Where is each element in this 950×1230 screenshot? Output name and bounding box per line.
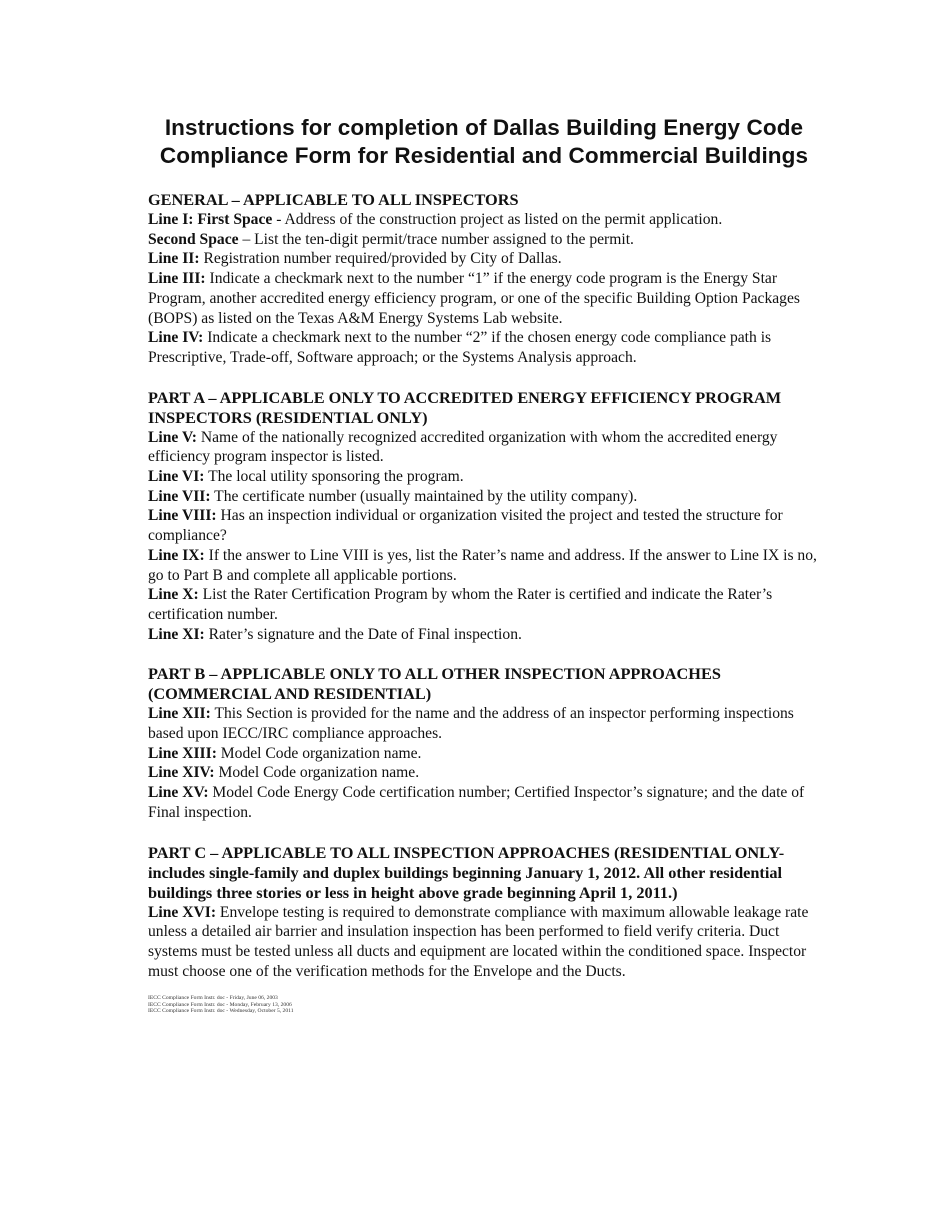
instruction-line [148, 783, 824, 822]
instruction-line [148, 546, 824, 585]
line-label: Line I: First Space [148, 211, 273, 228]
instruction-line [148, 744, 824, 764]
line-label: Second Space [148, 230, 239, 248]
document-title: Instructions for completion of Dallas Building Energy Code Compliance Form for Residential and Commercial Buildings [159, 115, 809, 168]
line-label: Line IV: [148, 329, 204, 347]
section-part-b [148, 664, 824, 822]
instruction-line [148, 328, 824, 367]
line-text: Name of the nationally recognized accredited organization with whom the accredited energy efficiency program inspector is listed. [148, 428, 778, 466]
instruction-line [148, 625, 824, 645]
line-label: Line XI: [148, 625, 205, 643]
instruction-line [148, 487, 824, 507]
instruction-line [148, 428, 824, 467]
line-text: If the answer to Line VIII is yes, list the Rater’s name and address. If the answer to Line IX is no, go to Part B and complete all applicable portions. [148, 546, 817, 584]
section-heading: PART A – APPLICABLE ONLY TO ACCREDITED ENERGY EFFICIENCY PROGRAM INSPECTORS (RESIDENTIAL ONLY) [148, 387, 782, 427]
section-part-c [148, 843, 824, 982]
line-label: Line VII: [148, 487, 211, 505]
line-text: The certificate number (usually maintained by the utility company). [210, 487, 638, 505]
section-heading: PART B – APPLICABLE ONLY TO ALL OTHER INSPECTION APPROACHES (COMMERCIAL AND RESIDENTIAL) [148, 664, 721, 704]
instruction-line [148, 249, 824, 269]
line-text: The local utility sponsoring the program. [204, 468, 464, 486]
line-text: List the Rater Certification Program by whom the Rater is certified and indicate the Rater’s certification number. [148, 586, 773, 623]
line-label: Line IX: [148, 546, 205, 564]
line-label: Line X: [148, 586, 199, 604]
footer-line: IECC Compliance Form Instr. doc - Friday, June 06, 2003 [148, 995, 278, 1002]
instruction-line [148, 210, 824, 230]
line-label: Line III: [148, 270, 206, 288]
line-text: This Section is provided for the name and the address of an inspector performing inspections based upon IECC/IRC compliance approaches. [148, 705, 794, 743]
instruction-line [148, 585, 824, 624]
line-text: Envelope testing is required to demonstrate compliance with maximum allowable leakage rate unless a detailed air barrier and insulation inspection has been performed to field verify criteria. Duct systems must be tested unless all ducts and equipment are located within the conditioned space. Inspector must choose one of the verification methods for the Envelope and the Ducts. [148, 903, 809, 980]
line-text: Indicate a checkmark next to the number “1” if the energy code program is the Energy Star Program, another accredited energy efficiency program, or one of the specific Building Option Packages (BOPS) as listed on the Texas A&M Energy Systems Lab website. [148, 270, 800, 327]
instruction-line [148, 467, 824, 487]
line-text: Model Code organization name. [214, 764, 420, 782]
line-label: Line VI: [148, 468, 205, 486]
line-label: Line II: [148, 250, 200, 268]
document-footer [148, 995, 824, 1014]
instruction-line [148, 903, 824, 982]
line-label: Line XIV: [148, 764, 215, 782]
line-text: Indicate a checkmark next to the number “2” if the chosen energy code compliance path is Prescriptive, Trade-off, Software approach; or the Systems Analysis approach. [148, 329, 772, 366]
footer-line: IECC Compliance Form Instr. doc - Monday, February 13, 2006 [148, 1001, 292, 1008]
instruction-line [148, 269, 824, 328]
line-label: Line VIII: [148, 507, 217, 525]
line-text: - Address of the construction project as listed on the permit application. [272, 211, 723, 228]
line-text: Model Code Energy Code certification number; Certified Inspector’s signature; and the date of Final inspection. [148, 784, 805, 821]
line-label: Line XIII: [148, 744, 217, 762]
line-text: Registration number required/provided by City of Dallas. [199, 250, 562, 268]
line-label: Line XII: [148, 705, 211, 723]
footer-line: IECC Compliance Form Instr. doc - Wednesday, October 5, 2011 [148, 1008, 294, 1015]
instruction-line [148, 763, 824, 783]
instruction-line [148, 704, 824, 743]
line-label: Line XVI: [148, 903, 217, 921]
section-heading: GENERAL – APPLICABLE TO ALL INSPECTORS [148, 190, 519, 209]
document-page [148, 114, 824, 1015]
line-text: Rater’s signature and the Date of Final inspection. [204, 625, 522, 643]
line-label: Line XV: [148, 784, 209, 802]
line-text: Model Code organization name. [216, 744, 422, 762]
line-text: Has an inspection individual or organization visited the project and tested the structure for compliance? [148, 507, 783, 545]
line-label: Line V: [148, 428, 197, 446]
section-part-a [148, 388, 824, 645]
instruction-line [148, 506, 824, 545]
instruction-line [148, 230, 824, 250]
line-text: – List the ten-digit permit/trace number assigned to the permit. [238, 230, 634, 248]
section-general [148, 190, 824, 368]
section-heading: PART C – APPLICABLE TO ALL INSPECTION APPROACHES (RESIDENTIAL ONLY-includes single-family and duplex buildings beginning January 1, 2012. All other residential buildings three stories or less in height above grade beginning April 1, 2011.) [148, 842, 785, 902]
